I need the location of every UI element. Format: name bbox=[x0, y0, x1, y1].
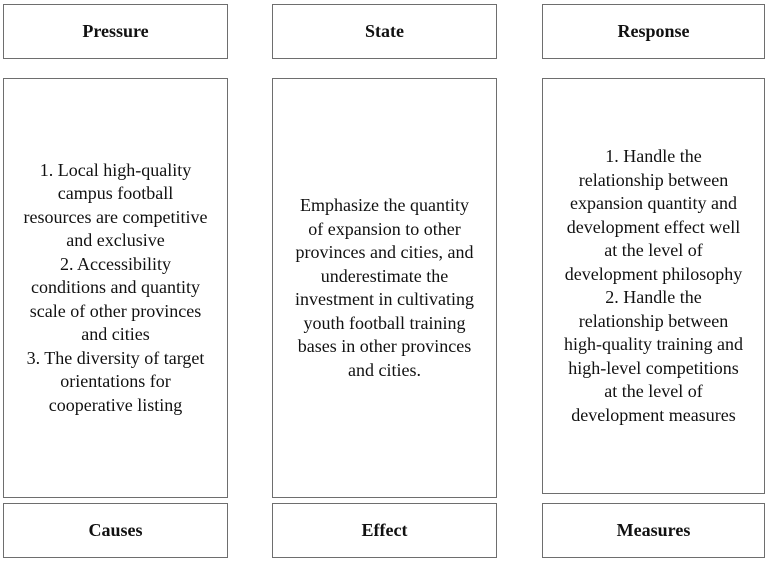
response-body-box bbox=[542, 78, 765, 494]
pressure-header-box bbox=[3, 4, 228, 59]
effect-footer-box bbox=[272, 503, 497, 558]
measures-footer-label: Measures bbox=[616, 520, 691, 540]
state-body-box bbox=[272, 78, 497, 498]
state-body-text: Emphasize the quantity of expansion to other provinces and cities, and underestimate the investment in cultivating youth football training bases in other provinces and cities. bbox=[295, 195, 474, 380]
response-body-text: 1. Handle the relationship between expansion quantity and development effect well at the level of development philosophy 2. Handle the relationship between high-quality training and high-level competitions at the level of development measures bbox=[564, 146, 743, 425]
pressure-body-text: 1. Local high-quality campus football resources are competitive and exclusive 2. Accessibility conditions and quantity scale of other provinces and cities 3. The diversity of target orientations for cooperative listing bbox=[23, 159, 208, 415]
effect-footer-label: Effect bbox=[361, 520, 408, 540]
causes-footer-box bbox=[3, 503, 228, 558]
response-header-label: Response bbox=[617, 21, 690, 41]
state-header-label: State bbox=[365, 21, 404, 41]
causes-footer-label: Causes bbox=[88, 520, 143, 540]
response-header-box bbox=[542, 4, 765, 59]
state-header-box bbox=[272, 4, 497, 59]
measures-footer-box bbox=[542, 503, 765, 558]
pressure-header-label: Pressure bbox=[82, 21, 149, 41]
pressure-body-box bbox=[3, 78, 228, 498]
